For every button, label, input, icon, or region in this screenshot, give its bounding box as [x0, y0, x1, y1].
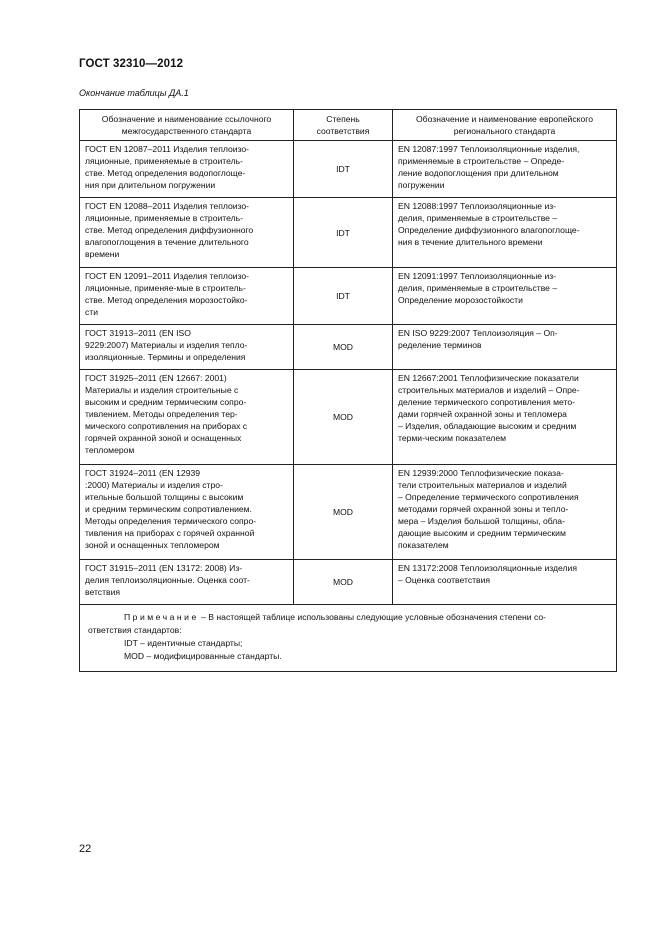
degree-cell: MOD — [294, 370, 393, 465]
document-title: ГОСТ 32310—2012 — [79, 58, 184, 70]
degree-cell: MOD — [294, 465, 393, 560]
table-note — [80, 605, 617, 672]
degree-cell: MOD — [294, 325, 393, 370]
table-row — [80, 198, 617, 268]
european-standard-cell: EN 12091:1997 Теплоизоляционные из- делия, применяемые в строительстве – Определение морозостойкости — [393, 268, 617, 325]
european-standard-cell: EN 12088:1997 Теплоизоляционные из- делия, применяемые в строительстве – Определение диффузионного влагопоглоще- ния в течение длительного времени — [393, 198, 617, 268]
european-standard-cell: EN 13172:2008 Теплоизоляционные изделия – Оценка соответствия — [393, 560, 617, 605]
interstate-standard-cell: ГОСТ EN 12088–2011 Изделия теплоизо- ляционные, применяемые в строитель- стве. Метод определения диффузионного влагопоглощения в течение длительного времени — [80, 198, 294, 268]
table-header-row — [80, 110, 617, 141]
table-row — [80, 325, 617, 370]
table-caption: Окончание таблицы ДА.1 — [79, 88, 189, 98]
european-standard-cell: EN 12667:2001 Теплофизические показатели строительных материалов и изделий – Опре- деление термического сопротивления мето- дами горячей охранной зоны и тепломера – Изделия, обладающие высоким и средним терми-ческим показателем — [393, 370, 617, 465]
table-row — [80, 560, 617, 605]
page-number: 22 — [79, 843, 92, 855]
european-standard-cell: EN 12087:1997 Теплоизоляционные изделия, применяемые в строительстве – Опреде- ление водопоглощения при длительном погружении — [393, 141, 617, 198]
table-row — [80, 268, 617, 325]
note-label: Примечание — [124, 612, 199, 622]
interstate-standard-cell: ГОСТ EN 12091–2011 Изделия теплоизо- ляционные, применяе-мые в строитель- стве. Метод определения морозостойко- сти — [80, 268, 294, 325]
european-standard-cell: EN 12939:2000 Теплофизические показа- тели строительных материалов и изделий – Определение термического сопротивления методами горячей охранной зоны и тепло- мера – Изделия большой толщины, обла- дающие высоким и средним термическим показателем — [393, 465, 617, 560]
column-header-degree: Степень соответствия — [294, 110, 393, 141]
note-item-idt: IDT – идентичные стандарты; — [124, 638, 243, 648]
interstate-standard-cell: ГОСТ 31924–2011 (EN 12939 :2000) Материалы и изделия стро- ительные большой толщины с высоким и средним термическим сопротивлением. Методы определения термического сопро- тивления на приборах с горячей охранной зоной и оснащенных тепломером — [80, 465, 294, 560]
note-text: – В настоящей таблице использованы следующие условные обозначения степени со- ответствия стандартов: — [88, 612, 546, 635]
table-row — [80, 370, 617, 465]
column-header-interstate: Обозначение и наименование ссылочного межгосударственного стандарта — [80, 110, 294, 141]
table-note-row — [80, 605, 617, 672]
note-paragraph — [88, 611, 608, 637]
european-standard-cell: EN ISO 9229:2007 Теплоизоляция – Оп- ределение терминов — [393, 325, 617, 370]
degree-cell: MOD — [294, 560, 393, 605]
degree-cell: IDT — [294, 141, 393, 198]
interstate-standard-cell: ГОСТ 31915–2011 (EN 13172: 2008) Из- делия теплоизоляционные. Оценка соот- ветствия — [80, 560, 294, 605]
correspondence-table — [79, 109, 617, 672]
degree-cell: IDT — [294, 198, 393, 268]
degree-cell: IDT — [294, 268, 393, 325]
note-item-mod: MOD – модифицированные стандарты. — [124, 651, 282, 661]
interstate-standard-cell: ГОСТ 31913–2011 (EN ISO 9229:2007) Материалы и изделия тепло- изоляционные. Термины и определения — [80, 325, 294, 370]
table-row — [80, 465, 617, 560]
column-header-european: Обозначение и наименование европейского регионального стандарта — [393, 110, 617, 141]
interstate-standard-cell: ГОСТ EN 12087–2011 Изделия теплоизо- ляционные, применяемые в строитель- стве. Метод определения водопоглоще- ния при длительном погружении — [80, 141, 294, 198]
interstate-standard-cell: ГОСТ 31925–2011 (EN 12667: 2001) Материалы и изделия строительные с высоким и средним термическим сопро- тивлением. Методы определения тер- мического сопротивления на приборах с горячей охранной зоной и оснащенных тепломером — [80, 370, 294, 465]
table-row — [80, 141, 617, 198]
